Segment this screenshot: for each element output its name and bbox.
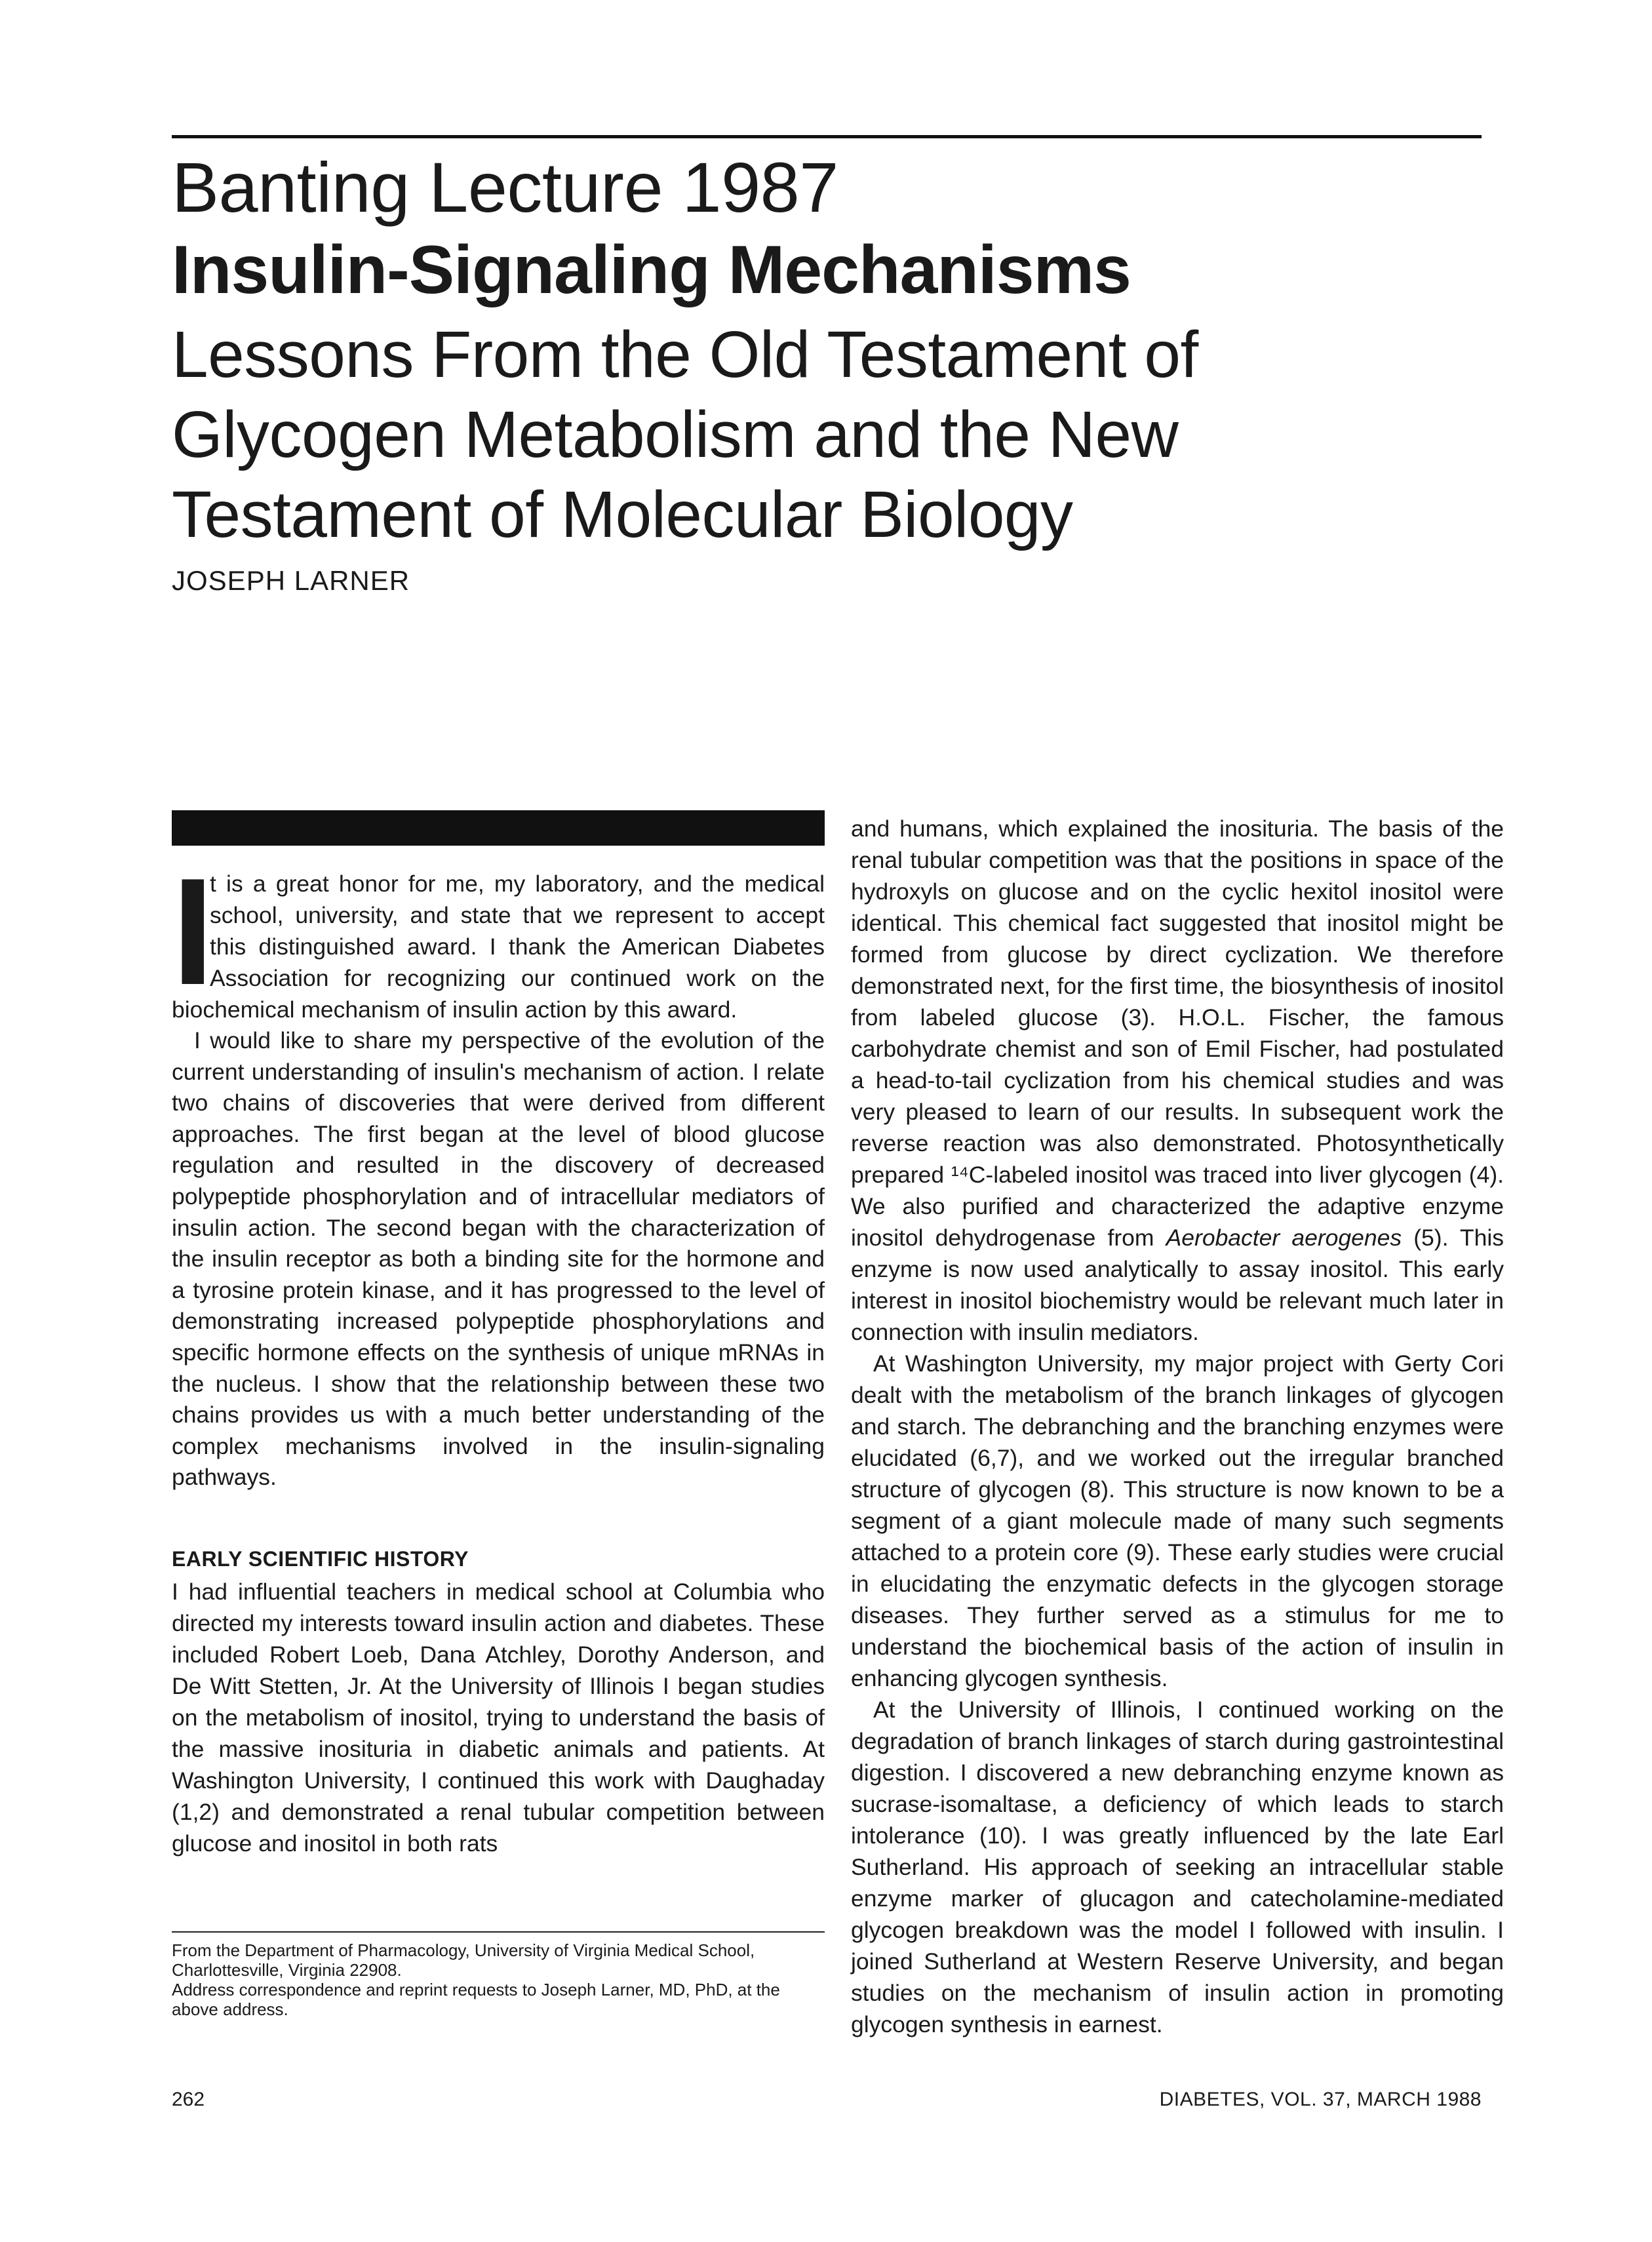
subtitle: [172, 315, 1482, 555]
page-number: 262: [172, 2089, 205, 2110]
paragraph: I had influential teachers in medical school at Columbia who directed my interests toward insulin action and diabetes. These included Robert Loeb, Dana Atchley, Dorothy Anderson, and De Witt Stetten, Jr. At the University of Illinois I began studies on the metabolism of inositol, trying to understand the basis of the massive inosituria in diabetic animals and patients. At Washington University, I continued this work with Daughaday (1,2) and demonstrated a renal tubular competition between glucose and inositol in both rats: [172, 1579, 825, 1857]
journal-reference: DIABETES, VOL. 37, MARCH 1988: [1159, 2089, 1482, 2110]
paragraph: I would like to share my perspective of the evolution of the current understanding of insulin's mechanism of action. I relate two chains of discoveries that were derived from different approaches. The first began at the level of blood glucose regulation and resulted in the discovery of decreased polypeptide phosphorylation and of intracellular mediators of insulin action. The second began with the characterization of the insulin receptor as both a binding site for the hormone and a tyrosine protein kinase, and it has progressed to the level of demonstrating increased polypeptide phosphorylations and specific hormone effects on the synthesis of unique mRNAs in the nucleus. I show that the relationship between these two chains provides us with a much better understanding of the complex mechanisms involved in the insulin-signaling pathways.: [172, 1027, 825, 1491]
paragraph: [851, 813, 1504, 1348]
dropcap: I: [172, 847, 214, 1017]
subtitle-line: Testament of Molecular Biology: [172, 478, 1073, 551]
left-column-body: [172, 1025, 825, 1493]
species-name: Aerobacter aerogenes: [1166, 1225, 1402, 1251]
paper-title: Insulin-Signaling Mechanisms: [172, 232, 1131, 308]
footnote-affiliation: From the Department of Pharmacology, University of Virginia Medical School, Charlottesville, Virginia 22908.: [172, 1940, 755, 1980]
paragraph-text: and humans, which explained the inosituria. The basis of the renal tubular competition was that the positions in space of the hydroxyls on glucose and on the cyclic hexitol inositol were identical. This chemical fact suggested that inositol might be formed from glucose by direct cyclization. We therefore demonstrated next, for the first time, the biosynthesis of inositol from labeled glucose (3). H.O.L. Fischer, the famous carbohydrate chemist and son of Emil Fischer, had postulated a head-to-tail cyclization from his chemical studies and was very pleased to learn of our results. In subsequent work the reverse reaction was also demonstrated. Photosynthetically prepared ¹⁴C-labeled inositol was traced into liver glycogen (4). We also purified and characterized the adaptive enzyme inositol dehydrogenase from: [851, 816, 1504, 1251]
article-header: [172, 146, 1482, 598]
paragraph-text: (5). This enzyme is now used analytically to assay inositol. This early interest in inositol biochemistry would be relevant much later in connection with insulin mediators.: [851, 1225, 1504, 1345]
intro-lead-text: t is a great honor for me, my laboratory, and the medical school, university, and state that we represent to accept this distinguished award. I thank the American Diabetes Association for recognizing our continued work on the biochemical mechanism of insulin action by this award.: [172, 871, 825, 1023]
subtitle-line: Glycogen Metabolism and the New: [172, 398, 1179, 471]
section-heading: EARLY SCIENTIFIC HISTORY: [172, 1547, 469, 1571]
top-rule: [172, 135, 1482, 138]
subtitle-line: Lessons From the Old Testament of: [172, 318, 1198, 391]
footnote-rule: [172, 1931, 825, 1933]
intro-paragraph: [172, 847, 825, 1025]
lead-bar: [172, 810, 825, 846]
footnote-correspondence: Address correspondence and reprint requests to Joseph Larner, MD, PhD, at the above address.: [172, 1980, 780, 2019]
section-body: [172, 1576, 825, 1859]
intro-text: [172, 847, 825, 1025]
paragraph: At Washington University, my major project with Gerty Cori dealt with the metabolism of the branch linkages of glycogen and starch. The debranching and the branching enzymes were elucidated (6,7), and we worked out the irregular branched structure of glycogen (8). This structure is now known to be a segment of a giant molecule made of many such segments attached to a protein core (9). These early studies were crucial in elucidating the enzymatic defects in the glycogen storage diseases. They further served as a stimulus for me to understand the biochemical basis of the action of insulin in enhancing glycogen synthesis.: [851, 1350, 1504, 1691]
footnote: [172, 1940, 825, 2019]
author-name: JOSEPH LARNER: [172, 565, 410, 596]
lecture-title: Banting Lecture 1987: [172, 148, 838, 227]
paragraph: At the University of Illinois, I continued working on the degradation of branch linkages of starch during gastrointestinal digestion. I discovered a new debranching enzyme known as sucrase-isomaltase, a deficiency of which leads to starch intolerance (10). I was greatly influenced by the late Earl Sutherland. His approach of seeking an intracellular stable enzyme marker of glucagon and catecholamine-mediated glycogen breakdown was the model I followed with insulin. I joined Sutherland at Western Reserve University, and began studies on the mechanism of insulin action in promoting glycogen synthesis in earnest.: [851, 1697, 1504, 2037]
right-column: [851, 813, 1504, 2040]
